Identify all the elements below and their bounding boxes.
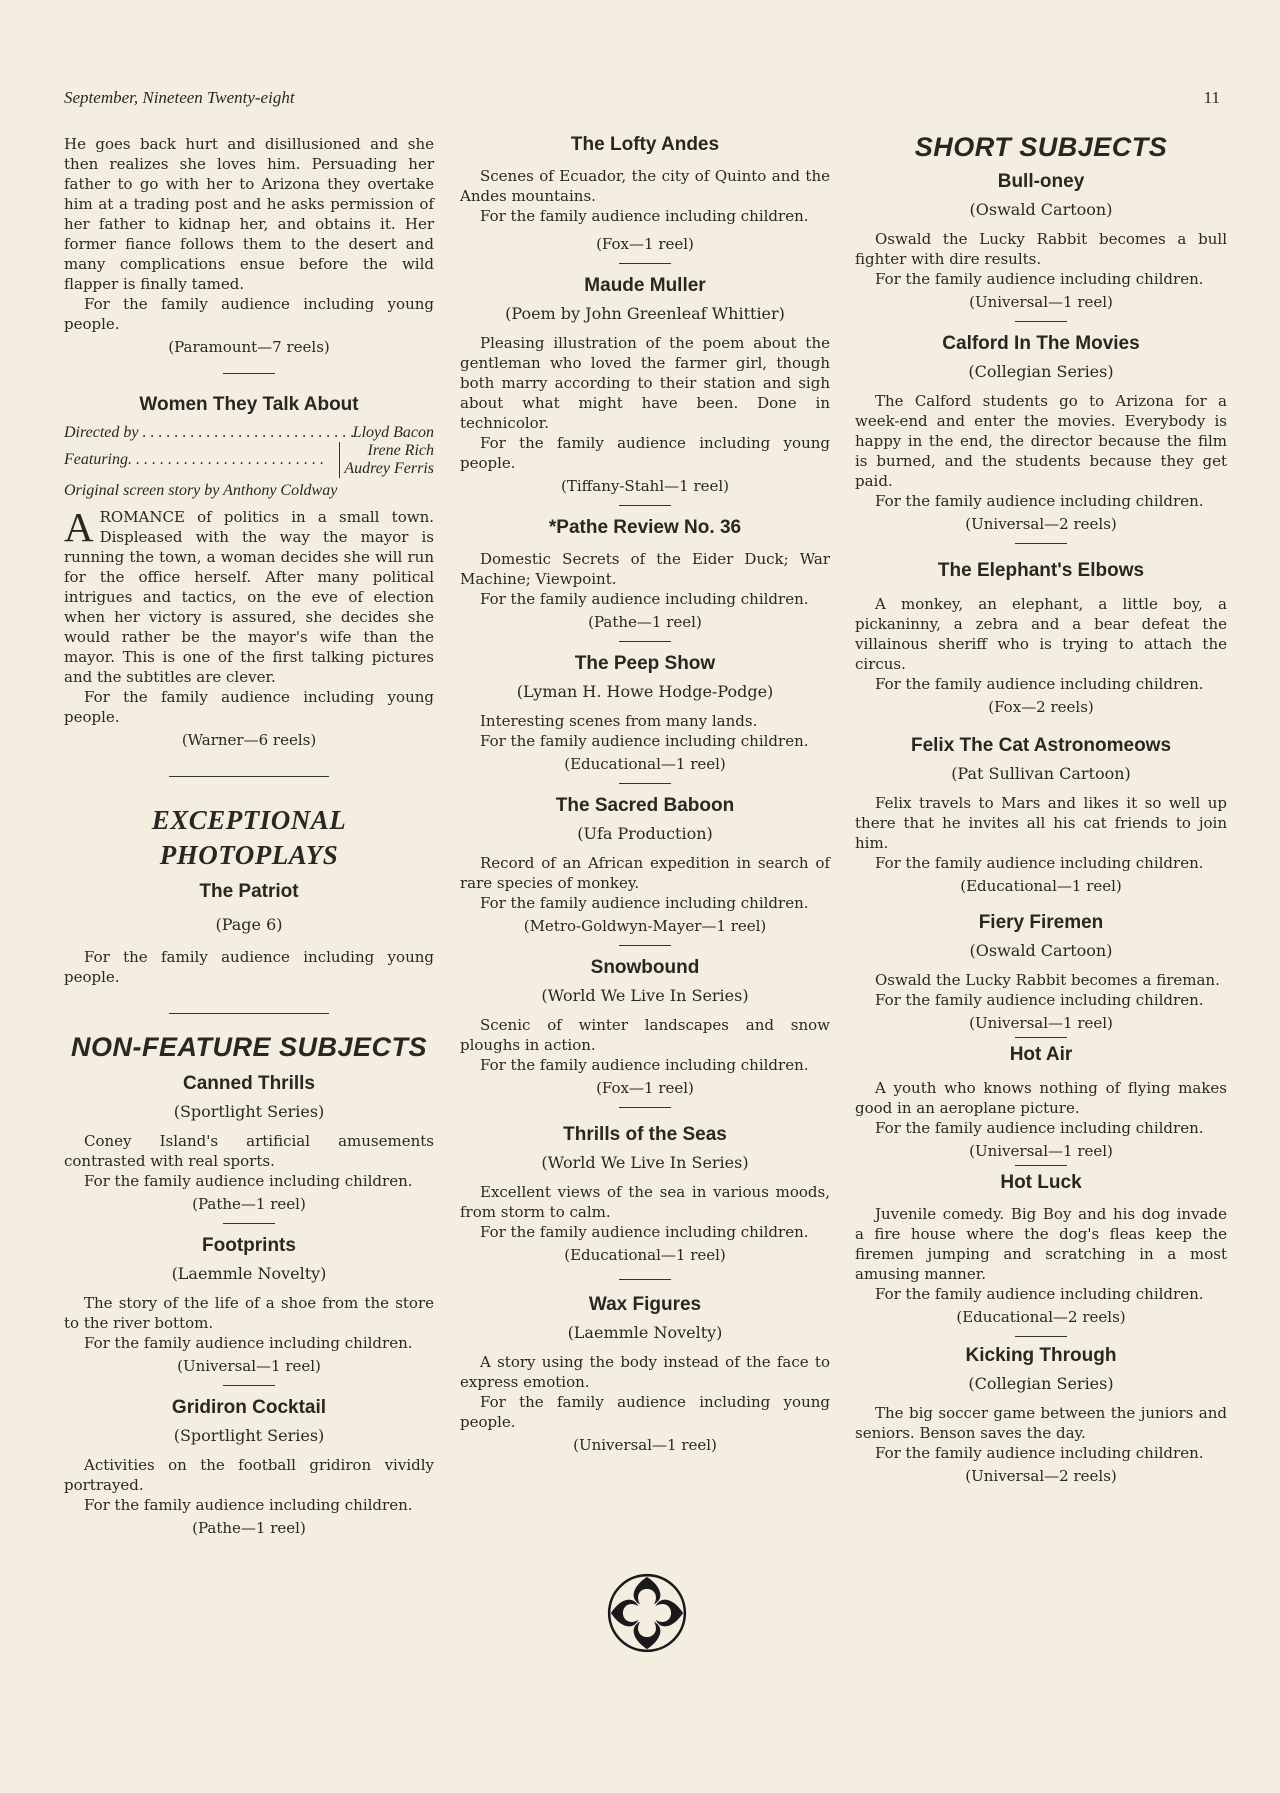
review-title: The Elephant's Elbows [937, 560, 1145, 581]
review-text: Record of an African expedition in search of rare species of monkey. [460, 854, 830, 892]
audience-note: For the family audience including children. [875, 492, 1204, 510]
series-label: (Lyman H. Howe Hodge-Podge) [516, 682, 774, 701]
review-fiery-firemen [855, 912, 1227, 1033]
distributor: (Educational—1 reel) [564, 755, 726, 773]
audience-note: For the family audience including children. [875, 1285, 1204, 1303]
audience-note: For the family audience including children. [84, 1496, 413, 1514]
divider [619, 783, 671, 784]
review-elephants-elbows [855, 560, 1227, 717]
distributor: (Universal—2 reels) [965, 1467, 1117, 1485]
review-wax-figures [460, 1294, 830, 1455]
review-text [64, 504, 434, 687]
review-text: Interesting scenes from many lands. [480, 712, 758, 730]
review-title: The Patriot [199, 881, 299, 902]
audience-note: For the family audience including children. [480, 207, 809, 225]
review-kicking-through [855, 1345, 1227, 1486]
distributor: (Pathe—1 reel) [588, 613, 702, 631]
audience-note: For the family audience including children. [875, 675, 1204, 693]
review-title: Canned Thrills [183, 1073, 315, 1094]
review-gridiron-cocktail [64, 1397, 434, 1538]
review-title: The Sacred Baboon [555, 795, 735, 816]
review-title: Felix The Cat Astronomeows [910, 735, 1172, 756]
divider [1015, 1336, 1067, 1337]
audience-note: For the family audience including young people. [460, 434, 830, 472]
review-text: Pleasing illustration of the poem about the gentleman who loved the farmer girl, though both marry according to their station and sigh about what might have been. Done in technicolor. [460, 334, 830, 432]
column-right [855, 134, 1227, 1486]
page-reference: (Page 6) [215, 915, 283, 934]
section-divider [169, 776, 329, 777]
series-label: (Collegian Series) [968, 362, 1114, 381]
review-text: Juvenile comedy. Big Boy and his dog invade a fire house where the dog's fleas keep the firemen jumping and scratching in a most amusing manner. [855, 1205, 1227, 1283]
audience-note: For the family audience including young people. [64, 948, 434, 986]
audience-note: For the family audience including young people. [64, 688, 434, 726]
review-text: Oswald the Lucky Rabbit becomes a fireman. [875, 971, 1220, 989]
series-label: (World We Live In Series) [541, 1153, 749, 1172]
audience-note: For the family audience including children. [84, 1172, 413, 1190]
distributor: (Warner—6 reels) [181, 731, 317, 749]
audience-note: For the family audience including young people. [460, 1393, 830, 1431]
review-text: Scenic of winter landscapes and snow ploughs in action. [460, 1016, 830, 1054]
review-body: of politics in a small town. Displeased with the way the mayor is running the town, a woman decides she will run for the office herself. After many political intrigues and tactics, on the eve of election when her victory is assured, she decides she would rather be the mayor's wife than the mayor. This is one of the first talking pictures and the subtitles are clever. [64, 508, 434, 686]
distributor: (Tiffany-Stahl—1 reel) [560, 477, 730, 495]
audience-note: For the family audience including children. [480, 1056, 809, 1074]
series-label: (Poem by John Greenleaf Whittier) [505, 304, 785, 323]
divider [619, 263, 671, 264]
distributor: (Universal—2 reels) [965, 515, 1117, 533]
audience-note: For the family audience including children. [480, 894, 809, 912]
review-text: A monkey, an elephant, a little boy, a pickaninny, a zebra and a bear defeat the villainous sheriff who is trying to attach the circus. [855, 595, 1227, 673]
review-snowbound [460, 957, 830, 1098]
distributor: (Pathe—1 reel) [192, 1519, 306, 1537]
section-divider [169, 1013, 329, 1014]
distributor: (Metro-Goldwyn-Mayer—1 reel) [523, 917, 767, 935]
divider [223, 373, 275, 374]
review-title: Wax Figures [588, 1294, 702, 1315]
review-text: A youth who knows nothing of flying makes good in an aeroplane picture. [855, 1079, 1227, 1117]
ornament-emblem-icon [604, 1570, 690, 1656]
review-text: Oswald the Lucky Rabbit becomes a bull fighter with dire results. [855, 230, 1227, 268]
review-maude-muller [460, 275, 830, 496]
review-title: The Peep Show [574, 653, 716, 674]
distributor: (Universal—1 reel) [969, 1142, 1113, 1160]
original-story-credit: Original screen story by Anthony Coldway [64, 482, 338, 499]
series-label: (World We Live In Series) [541, 986, 749, 1005]
review-lofty-andes [460, 134, 830, 254]
distributor: (Fox—2 reels) [988, 698, 1094, 716]
review-text: The story of the life of a shoe from the store to the river bottom. [64, 1294, 434, 1332]
review-text: Scenes of Ecuador, the city of Quinto and the Andes mountains. [460, 167, 830, 205]
review-text: The Calford students go to Arizona for a week-end and enter the movies. Everybody is happy in the end, the director because the film is burned, and the students because they get paid. [855, 392, 1227, 490]
review-title: *Pathe Review No. 36 [548, 517, 742, 538]
series-label: (Ufa Production) [577, 824, 713, 843]
review-text: Domestic Secrets of the Eider Duck; War Machine; Viewpoint. [460, 550, 830, 588]
review-hot-luck [855, 1172, 1227, 1327]
divider [619, 505, 671, 506]
review-title: Footprints [202, 1235, 296, 1256]
audience-note: For the family audience including children. [480, 732, 809, 750]
credits [64, 423, 434, 501]
series-label: (Oswald Cartoon) [969, 941, 1113, 960]
review-felix-the-cat [855, 735, 1227, 896]
review-hot-air [855, 1044, 1227, 1161]
section-heading: NON-FEATURE SUBJECTS [70, 1032, 428, 1062]
review-text: Excellent views of the sea in various moods, from storm to calm. [460, 1183, 830, 1221]
star-names [339, 442, 434, 478]
series-label: (Pat Sullivan Cartoon) [951, 764, 1131, 783]
review-title: Bull-oney [997, 171, 1085, 192]
review-thrills-of-the-seas [460, 1124, 830, 1265]
section-heading: EXCEPTIONAL PHOTOPLAYS [151, 805, 347, 870]
divider [223, 1223, 275, 1224]
review-title: Hot Luck [1000, 1172, 1082, 1193]
review-title: Maude Muller [584, 275, 706, 296]
review-continued [64, 134, 434, 357]
series-label: (Collegian Series) [968, 1374, 1114, 1393]
divider [619, 641, 671, 642]
distributor: (Pathe—1 reel) [192, 1195, 306, 1213]
distributor: (Universal—1 reel) [573, 1436, 717, 1454]
distributor: (Universal—1 reel) [177, 1357, 321, 1375]
distributor: (Fox—1 reel) [596, 235, 694, 253]
issue-date: September, Nineteen Twenty-eight [64, 88, 295, 107]
review-text: Coney Island's artificial amusements contrasted with real sports. [64, 1132, 434, 1170]
page-header [64, 88, 1220, 108]
featuring-credit [64, 442, 434, 478]
distributor: (Educational—2 reels) [956, 1308, 1126, 1326]
divider [619, 1107, 671, 1108]
review-title: Gridiron Cocktail [171, 1397, 327, 1418]
distributor: (Universal—1 reel) [969, 293, 1113, 311]
lead-word: ROMANCE [99, 508, 185, 526]
series-label: (Laemmle Novelty) [567, 1323, 723, 1342]
review-women-they-talk-about [64, 394, 434, 750]
audience-note: For the family audience including children. [875, 1119, 1204, 1137]
review-title: The Lofty Andes [570, 134, 720, 155]
director-credit [64, 423, 434, 442]
spacer [855, 896, 1227, 912]
series-label: (Oswald Cartoon) [969, 200, 1113, 219]
review-bull-oney [855, 171, 1227, 312]
distributor: (Fox—1 reel) [596, 1079, 694, 1097]
audience-note: For the family audience including children. [875, 854, 1204, 872]
divider [619, 1279, 671, 1280]
star-name: Irene Rich [367, 442, 434, 459]
review-title: Thrills of the Seas [563, 1124, 727, 1145]
distributor: (Universal—1 reel) [969, 1014, 1113, 1032]
distributor: (Educational—1 reel) [960, 877, 1122, 895]
review-title: Hot Air [1009, 1044, 1073, 1065]
section-heading: SHORT SUBJECTS [914, 132, 1168, 162]
director-name: Lloyd Bacon [352, 424, 434, 441]
divider [1015, 1165, 1067, 1166]
audience-note: For the family audience including children. [84, 1334, 413, 1352]
audience-note: For the family audience including children. [480, 590, 809, 608]
divider [1015, 543, 1067, 544]
review-sacred-baboon [460, 795, 830, 936]
audience-note: For the family audience including children. [875, 270, 1204, 288]
star-name: Audrey Ferris [344, 460, 434, 477]
spacer [855, 717, 1227, 735]
divider [619, 945, 671, 946]
audience-note: For the family audience including children. [480, 1223, 809, 1241]
column-left [64, 134, 434, 1538]
series-label: (Sportlight Series) [173, 1426, 325, 1445]
review-text: Felix travels to Mars and likes it so well up there that he invites all his cat friends to join him. [855, 794, 1227, 852]
review-footprints [64, 1235, 434, 1376]
exceptional-photoplays [64, 803, 434, 987]
divider [223, 1385, 275, 1386]
series-label: (Laemmle Novelty) [171, 1264, 327, 1283]
audience-note: For the family audience including children. [875, 991, 1204, 1009]
review-text: He goes back hurt and disillusioned and she then realizes she loves him. Persuading her father to go with her to Arizona they overtake him at a trading post and he asks permission of her father to kidnap her, and obtains it. Her former fiance follows them to the desert and many complications ensue before the wild flapper is finally tamed. [64, 135, 434, 293]
page-number: 11 [1203, 88, 1220, 107]
directed-label: Directed by . . . [64, 423, 353, 442]
review-title: Calford In The Movies [942, 333, 1140, 354]
audience-note: For the family audience including children. [875, 1444, 1204, 1462]
review-canned-thrills [64, 1073, 434, 1214]
drop-cap: A [64, 504, 94, 550]
review-pathe-review [460, 517, 830, 632]
review-text: Activities on the football gridiron vividly portrayed. [64, 1456, 434, 1494]
divider [1015, 1037, 1067, 1038]
review-calford-in-the-movies [855, 333, 1227, 534]
column-middle [460, 134, 830, 1455]
review-text: The big soccer game between the juniors and seniors. Benson saves the day. [855, 1404, 1227, 1442]
audience-note: For the family audience including young people. [64, 295, 434, 333]
distributor: (Educational—1 reel) [564, 1246, 726, 1264]
review-text: A story using the body instead of the face to express emotion. [460, 1353, 830, 1391]
review-title: Kicking Through [965, 1345, 1117, 1366]
distributor: (Paramount—7 reels) [168, 338, 330, 356]
review-title: Women They Talk About [139, 394, 359, 415]
series-label: (Sportlight Series) [173, 1102, 325, 1121]
divider [1015, 321, 1067, 322]
featuring-label: Featuring . . . [64, 442, 339, 478]
review-peep-show [460, 653, 830, 774]
review-title: Snowbound [590, 957, 700, 978]
review-title: Fiery Firemen [978, 912, 1104, 933]
